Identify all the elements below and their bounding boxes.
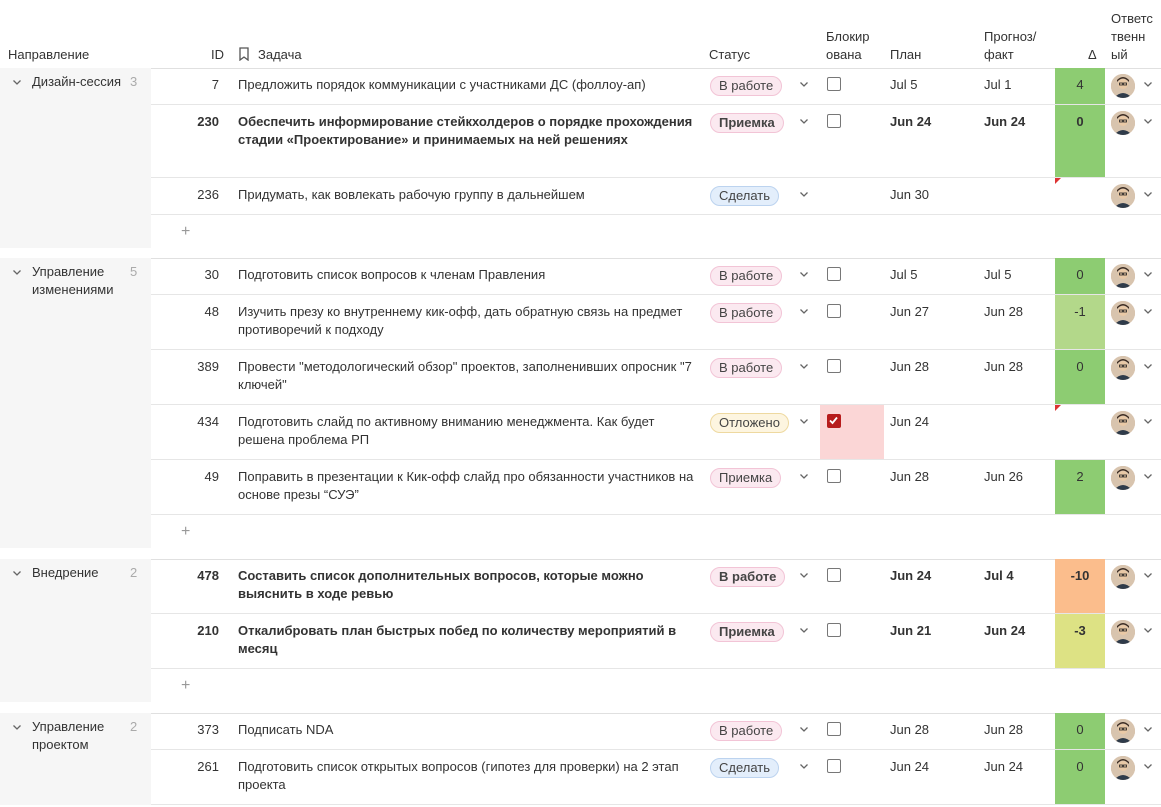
group-count: 2 [130,719,138,734]
plan-date: Jul 5 [890,77,918,92]
bookmark-icon [238,47,250,61]
forecast-date: Jul 1 [984,77,1012,92]
plan-date: Jun 30 [890,187,930,202]
owner-dropdown[interactable] [1142,470,1154,482]
task-title[interactable]: Подготовить слайд по активному вниманию менеджмента. Как будет решена проблема РП [238,414,655,447]
status-label: В работе [710,303,782,323]
avatar[interactable] [1111,620,1135,644]
owner-dropdown[interactable] [1142,624,1154,636]
add-task-row[interactable] [151,669,1161,702]
chevron-down-icon [798,360,810,372]
status-dropdown[interactable] [798,470,810,482]
add-task-button[interactable]: + [181,223,191,240]
task-title[interactable]: Подписать NDA [238,722,334,737]
task-id: 7 [211,77,219,92]
group-collapse-toggle[interactable] [11,266,23,278]
col-blocked-line2[interactable]: ована [826,47,862,62]
task-title[interactable]: Изучить презу ко внутреннему кик-офф, дать обратную связь на предмет противоречий к подходу [238,304,683,337]
plan-date: Jun 24 [890,114,932,129]
task-id: 210 [197,623,219,638]
delta-value: 0 [1055,750,1105,804]
task-id: 230 [197,114,219,129]
plan-date: Jun 28 [890,359,930,374]
forecast-date: Jun 24 [984,623,1026,638]
chevron-down-icon [1142,569,1154,581]
forecast-date: Jun 28 [984,722,1024,737]
plan-date: Jun 28 [890,469,930,484]
chevron-down-icon [798,569,810,581]
blocked-checkbox[interactable] [827,114,841,128]
status-dropdown[interactable] [798,188,810,200]
col-blocked-line1[interactable]: Блокир [826,29,870,44]
table-row[interactable] [151,105,1161,178]
chevron-down-icon [1142,760,1154,772]
owner-dropdown[interactable] [1142,723,1154,735]
chevron-down-icon [798,268,810,280]
chevron-down-icon [1142,723,1154,735]
owner-dropdown[interactable] [1142,188,1154,200]
chevron-down-icon [11,266,23,278]
forecast-date: Jul 5 [984,267,1012,282]
owner-dropdown[interactable] [1142,305,1154,317]
chevron-down-icon [1142,470,1154,482]
group-collapse-toggle[interactable] [11,721,23,733]
group-collapse-toggle[interactable] [11,567,23,579]
blocked-checkbox[interactable] [827,623,841,637]
task-title[interactable]: Провести "методологический обзор" проектов, заполненивших опросник "7 ключей" [238,359,692,392]
status-label: Сделать [710,186,779,206]
group-name: Дизайн-сессия [32,74,122,89]
status-label: Приемка [710,468,781,488]
avatar[interactable] [1111,264,1135,288]
col-owner-line2[interactable]: твенн [1111,29,1146,44]
table-row[interactable] [151,350,1161,405]
group-header [0,258,151,548]
table-header [0,0,1161,69]
chevron-down-icon [1142,78,1154,90]
task-group [0,559,1161,702]
avatar[interactable] [1111,184,1135,208]
status-label: Сделать [710,758,779,778]
chevron-down-icon [798,188,810,200]
owner-dropdown[interactable] [1142,268,1154,280]
status-badge[interactable] [710,413,789,433]
task-id: 389 [197,359,219,374]
status-label: В работе [710,567,785,587]
chevron-down-icon [798,115,810,127]
status-dropdown[interactable] [798,360,810,372]
plan-date: Jun 27 [890,304,930,319]
blocked-checkbox[interactable] [827,77,841,91]
chevron-down-icon [798,305,810,317]
chevron-down-icon [1142,415,1154,427]
table-row[interactable] [151,258,1161,295]
chevron-down-icon [1142,115,1154,127]
blocked-checkbox[interactable] [827,568,841,582]
delta-value: 4 [1055,68,1105,104]
chevron-down-icon [11,76,23,88]
status-dropdown[interactable] [798,569,810,581]
status-badge[interactable] [710,266,782,286]
task-id: 49 [204,469,219,484]
delta-value: 0 [1055,258,1105,294]
col-forecast-line2[interactable]: факт [984,47,1014,62]
group-header [0,559,151,702]
status-badge[interactable] [710,113,784,133]
forecast-date: Jun 24 [984,759,1024,774]
chevron-down-icon [798,470,810,482]
task-id: 478 [197,568,219,583]
task-group [0,713,1161,805]
status-label: Приемка [710,113,784,133]
group-count: 3 [130,74,138,89]
status-label: Приемка [710,622,784,642]
status-dropdown[interactable] [798,723,810,735]
table-row[interactable] [151,559,1161,614]
status-badge[interactable] [710,567,785,587]
plan-date: Jun 24 [890,414,930,429]
avatar[interactable] [1111,301,1135,325]
group-name: Управление проектом [32,719,105,752]
col-task[interactable]: Задача [258,47,302,62]
table-row[interactable] [151,178,1161,215]
avatar[interactable] [1111,356,1135,380]
owner-dropdown[interactable] [1142,78,1154,90]
group-header [0,713,151,805]
blocked-checkbox[interactable] [827,469,841,483]
add-task-button[interactable]: + [181,677,191,694]
blocked-checkbox[interactable] [827,267,841,281]
status-dropdown[interactable] [798,115,810,127]
forecast-date: Jun 28 [984,359,1024,374]
task-id: 434 [197,414,219,429]
col-forecast-line1[interactable]: Прогноз/ [984,29,1037,44]
task-group [0,258,1161,548]
check-icon [828,415,839,426]
group-count: 2 [130,565,138,580]
blocked-checkbox[interactable] [827,304,841,318]
delta-value: 0 [1055,350,1105,404]
status-badge[interactable] [710,721,782,741]
avatar[interactable] [1111,411,1135,435]
task-title[interactable]: Поправить в презентации к Кик-офф слайд про обязанности участников на основе презы “СУЭ” [238,469,694,502]
plan-date: Jun 28 [890,722,930,737]
task-title[interactable]: Составить список дополнительных вопросов, которые можно выяснить в ходе ревью [238,568,644,601]
blocked-checkbox[interactable] [827,359,841,373]
status-badge[interactable] [710,186,779,206]
status-dropdown[interactable] [798,760,810,772]
avatar[interactable] [1111,466,1135,490]
group-count: 5 [130,264,138,279]
chevron-down-icon [798,760,810,772]
owner-dropdown[interactable] [1142,415,1154,427]
table-row[interactable] [151,68,1161,105]
table-row[interactable] [151,614,1161,669]
owner-dropdown[interactable] [1142,360,1154,372]
status-badge[interactable] [710,468,781,488]
owner-dropdown[interactable] [1142,115,1154,127]
chevron-down-icon [798,78,810,90]
status-badge[interactable] [710,622,784,642]
add-task-row[interactable] [151,515,1161,548]
chevron-down-icon [11,721,23,733]
status-label: В работе [710,721,782,741]
forecast-date: Jun 28 [984,304,1024,319]
status-dropdown[interactable] [798,624,810,636]
task-id: 48 [204,304,219,319]
plan-date: Jun 21 [890,623,932,638]
status-label: В работе [710,266,782,286]
avatar[interactable] [1111,565,1135,589]
table-row[interactable] [151,295,1161,350]
task-title[interactable]: Подготовить список открытых вопросов (гипотез для проверки) на 2 этап проекта [238,759,679,792]
blocked-checkbox[interactable] [827,414,841,428]
task-id: 261 [197,759,219,774]
plan-date: Jun 24 [890,759,930,774]
status-badge[interactable] [710,758,779,778]
status-label: В работе [710,358,782,378]
col-id[interactable]: ID [211,47,224,62]
group-header [0,68,151,248]
chevron-down-icon [11,567,23,579]
task-title[interactable]: Откалибровать план быстрых побед по количеству мероприятий в месяц [238,623,677,656]
forecast-date: Jul 4 [984,568,1014,583]
col-owner-line3[interactable]: ый [1111,47,1128,62]
chevron-down-icon [1142,624,1154,636]
task-title[interactable]: Обеспечить информирование стейкхолдеров о порядке прохождения стадии «Проектирование» и принимаемых на ней решениях [238,114,693,147]
col-status[interactable]: Статус [709,47,751,62]
delta-value: -3 [1055,614,1105,668]
task-title[interactable]: Подготовить список вопросов к членам Правления [238,267,546,282]
group-name: Внедрение [32,565,99,580]
status-dropdown[interactable] [798,268,810,280]
chevron-down-icon [1142,360,1154,372]
table-row[interactable] [151,460,1161,515]
owner-dropdown[interactable] [1142,569,1154,581]
avatar[interactable] [1111,719,1135,743]
table-row[interactable] [151,750,1161,805]
task-id: 373 [197,722,219,737]
blocked-checkbox[interactable] [827,759,841,773]
delta-value [1055,178,1105,214]
chevron-down-icon [798,723,810,735]
delta-value: 0 [1055,105,1105,177]
owner-dropdown[interactable] [1142,760,1154,772]
status-badge[interactable] [710,358,782,378]
add-task-row[interactable] [151,215,1161,248]
status-dropdown[interactable] [798,305,810,317]
task-group [0,68,1161,248]
chevron-down-icon [1142,268,1154,280]
chevron-down-icon [798,415,810,427]
col-direction[interactable]: Направление [8,47,90,62]
chevron-down-icon [1142,305,1154,317]
delta-value [1055,405,1105,459]
plan-date: Jun 24 [890,568,932,583]
avatar[interactable] [1111,756,1135,780]
forecast-date: Jun 24 [984,114,1026,129]
col-delta[interactable]: Δ [1088,47,1097,62]
status-dropdown[interactable] [798,78,810,90]
task-id: 236 [197,187,219,202]
avatar[interactable] [1111,74,1135,98]
blocked-checkbox[interactable] [827,722,841,736]
delta-value: 0 [1055,713,1105,749]
delta-value: -1 [1055,295,1105,349]
col-plan[interactable]: План [890,47,922,62]
add-task-button[interactable]: + [181,523,191,540]
avatar[interactable] [1111,111,1135,135]
group-name: Управление изменениями [32,264,114,297]
task-title[interactable]: Предложить порядок коммуникации с участниками ДС (фоллоу-ап) [238,77,646,92]
group-collapse-toggle[interactable] [11,76,23,88]
task-title[interactable]: Придумать, как вовлекать рабочую группу в дальнейшем [238,187,585,202]
status-badge[interactable] [710,303,782,323]
chevron-down-icon [1142,188,1154,200]
warning-flag [1055,405,1061,411]
plan-date: Jul 5 [890,267,918,282]
table-row[interactable] [151,405,1161,460]
chevron-down-icon [798,624,810,636]
col-owner-line1[interactable]: Ответс [1111,11,1153,26]
delta-value: 2 [1055,460,1105,514]
status-badge[interactable] [710,76,782,96]
status-label: Отложено [710,413,789,433]
warning-flag [1055,178,1061,184]
task-id: 30 [204,267,219,282]
status-dropdown[interactable] [798,415,810,427]
delta-value: -10 [1055,559,1105,613]
table-row[interactable] [151,713,1161,750]
forecast-date: Jun 26 [984,469,1024,484]
status-label: В работе [710,76,782,96]
